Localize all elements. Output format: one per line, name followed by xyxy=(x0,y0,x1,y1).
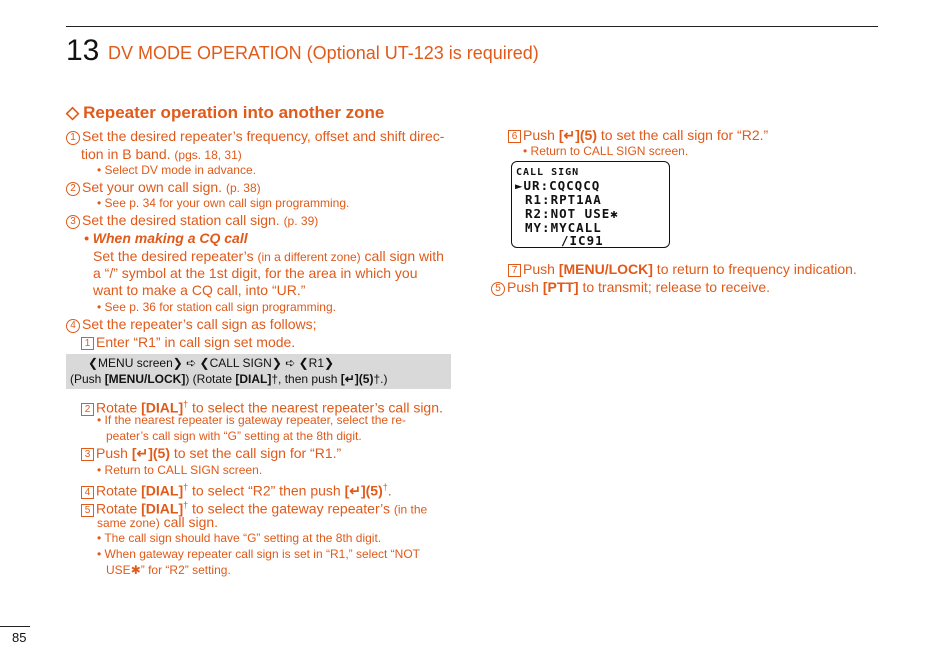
step-5-marker: 5 xyxy=(491,282,505,296)
lcd-row-r2: R2:NOT USE✱ xyxy=(525,206,619,221)
lcd-row-ur: ►UR:CQCQCQ xyxy=(515,178,601,193)
page-ref: (pgs. 18, 31) xyxy=(174,148,242,162)
header-rule xyxy=(66,26,878,27)
step-1-note: • Select DV mode in advance. xyxy=(97,163,256,177)
step-1-marker: 1 xyxy=(66,131,80,145)
substep-7: 7 Push [MENU/LOCK] to return to frequency indication. xyxy=(508,261,857,278)
menu-path: ❮MENU screen❯ ➪ ❮CALL SIGN❯ ➪ ❮R1❯ xyxy=(88,356,335,370)
chapter-number: 13 xyxy=(66,34,100,67)
substep-5-cont: same zone) call sign. xyxy=(97,514,219,530)
section-title-text: Repeater operation into another zone xyxy=(83,103,385,122)
step-5: 5 Push [PTT] to transmit; release to receive. xyxy=(491,279,770,296)
substep-1-marker: 1 xyxy=(81,337,94,350)
chapter-title: DV MODE OPERATION (Optional UT-123 is required) xyxy=(108,43,539,63)
step-4: 4 Set the repeater’s call sign as follows; xyxy=(66,316,317,333)
substep-5-note-2: • When gateway repeater call sign is set in “R1,” select “NOT xyxy=(97,547,420,561)
footer-rule xyxy=(0,626,30,627)
substep-6-marker: 6 xyxy=(508,130,521,143)
substep-3-marker: 3 xyxy=(81,448,94,461)
menu-path-actions: (Push [MENU/LOCK]) (Rotate [DIAL]†, then push [↵](5)†.) xyxy=(70,372,388,386)
substep-4-marker: 4 xyxy=(81,486,94,499)
step-2: 2 Set your own call sign. (p. 38) xyxy=(66,179,261,197)
substep-2-note-1: • If the nearest repeater is gateway repeater, select the re- xyxy=(97,413,407,427)
substep-2: 2 Rotate [DIAL]† to select the nearest repeater’s call sign. xyxy=(81,396,443,417)
diamond-icon: ◇ xyxy=(66,103,80,122)
step-2-note: • See p. 34 for your own call sign programming. xyxy=(97,196,350,210)
substep-3: 3 Push [↵](5) to set the call sign for “R1.” xyxy=(81,445,341,462)
step-3-line-1: Set the desired repeater’s (in a different zone) call sign with xyxy=(93,248,444,264)
lcd-header: CALL SIGN xyxy=(516,167,580,178)
page-number: 85 xyxy=(12,630,27,645)
substep-4: 4 Rotate [DIAL]† to select “R2” then push [↵](5)†. xyxy=(81,479,392,500)
step-3: 3 Set the desired station call sign. (p. 39) xyxy=(66,212,318,230)
substep-5-note-1: • The call sign should have “G” setting at the 8th digit. xyxy=(97,531,382,545)
section-title xyxy=(66,102,384,124)
step-3-line-2: a “/” symbol at the 1st digit, for the area in which you xyxy=(93,265,418,281)
substep-5: 5 Rotate [DIAL]† to select the gateway repeater’s (in the xyxy=(81,497,427,519)
step-3-line-3: want to make a CQ call, into “UR.” xyxy=(93,282,306,298)
substep-5-marker: 5 xyxy=(81,504,94,517)
substep-2-note-2: peater’s call sign with “G” setting at the 8th digit. xyxy=(106,429,362,443)
substep-6-note: • Return to CALL SIGN screen. xyxy=(523,144,689,158)
lcd-row-suffix: /IC91 xyxy=(561,233,604,248)
step-3-note: • See p. 36 for station call sign programming. xyxy=(97,300,336,314)
substep-3-note: • Return to CALL SIGN screen. xyxy=(97,463,263,477)
step-4-marker: 4 xyxy=(66,319,80,333)
step-1-cont: tion in B band. (pgs. 18, 31) xyxy=(81,146,242,162)
substep-1: 1 Enter “R1” in call sign set mode. xyxy=(81,334,295,351)
lcd-row-r1: R1:RPT1AA xyxy=(525,192,602,207)
lcd-row-my: MY:MYCALL xyxy=(525,220,602,235)
step-2-marker: 2 xyxy=(66,182,80,196)
menu-path-box xyxy=(66,354,451,389)
substep-5-note-3: USE✱” for “R2” setting. xyxy=(106,563,231,577)
step-1: 1 Set the desired repeater’s frequency, offset and shift direc- xyxy=(66,128,444,145)
substep-2-marker: 2 xyxy=(81,403,94,416)
step-3-marker: 3 xyxy=(66,215,80,229)
substep-6: 6 Push [↵](5) to set the call sign for “R2.” xyxy=(508,127,768,144)
substep-7-marker: 7 xyxy=(508,264,521,277)
cq-call-heading: • When making a CQ call xyxy=(84,230,248,246)
asterisk-icon: ✱ xyxy=(130,563,141,577)
lcd-display xyxy=(511,161,670,248)
page-ref: (p. 38) xyxy=(225,181,261,195)
page-ref: (p. 39) xyxy=(283,214,319,228)
